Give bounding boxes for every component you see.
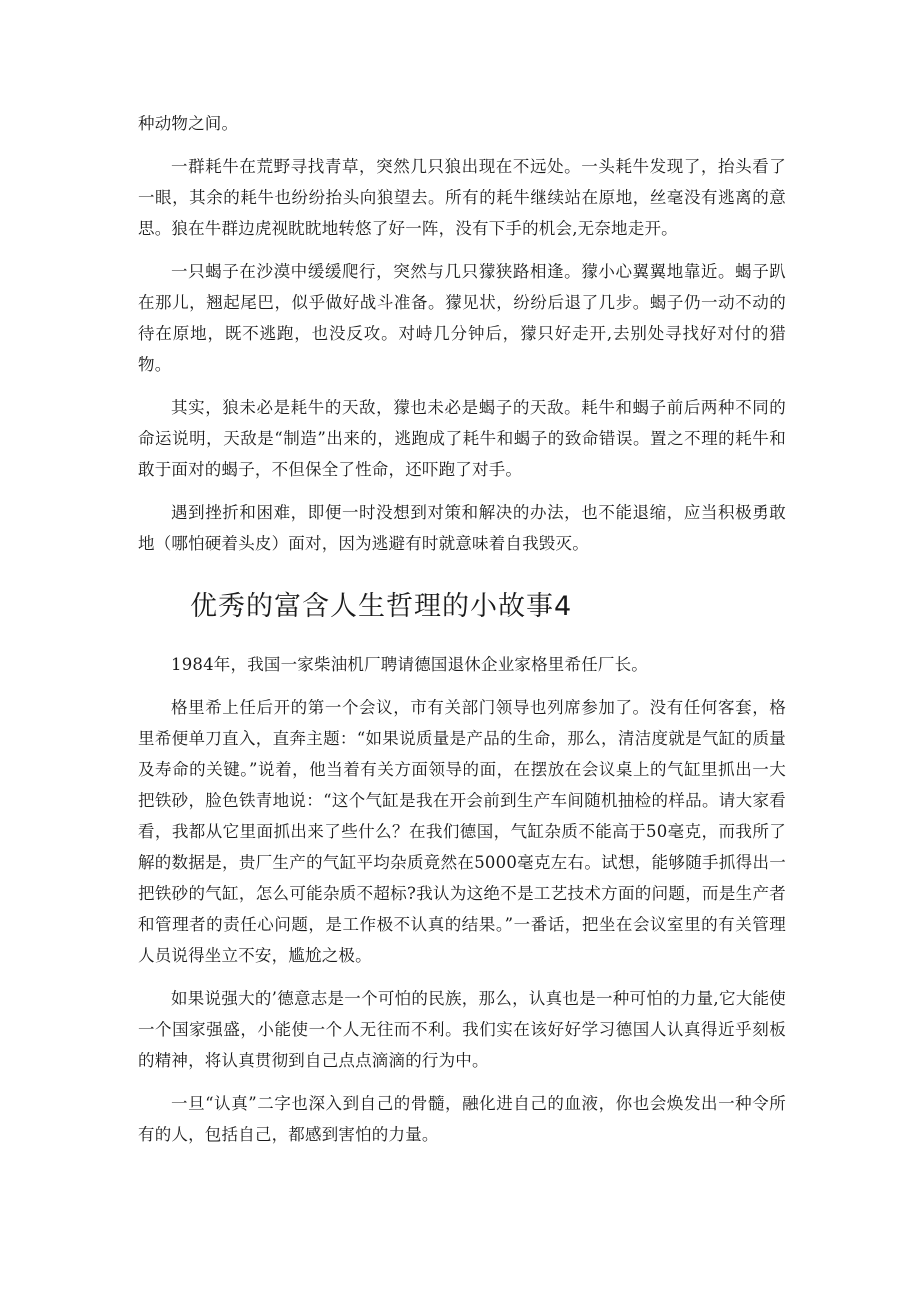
paragraph-1984: 1984年，我国一家柴油机厂聘请德国退休企业家格里希任厂长。 <box>171 655 648 674</box>
paragraph-conclusion: 一旦“认真”二字也深入到自己的骨髓，融化进自己的血液，你也会焕发出一种令所有的人，包括自己，都感到害怕的力量。 <box>138 1094 786 1144</box>
paragraph-grisch-meeting: 格里希上任后开的第一个会议，市有关部门领导也列席参加了。没有任何客套，格里希便单刀直入，直奔主题：“如果说质量是产品的生命，那么，清洁度就是气缸的质量及寿命的关键。”说着，他当着有关方面领导的面，在摆放在会议桌上的气缸里抓出一大把铁砂，脸色铁青地说：“这个气缸是我在开会前到生产车间随机抽检的样品。请大家看看，我都从它里面抓出来了些什么？在我们德国，气缸杂质不能高于50毫克，而我所了解的数据是，贵厂生产的气缸平均杂质竟然在5000毫克左右。试想，能够随手抓得出一把铁砂的气缸，怎么可能杂质不超标?我认为这绝不是工艺技术方面的问题，而是生产者和管理者的责任心问题，是工作极不认真的结果。”一番话，把坐在会议室里的有关管理人员说得坐立不安，尴尬之极。 <box>138 698 786 965</box>
continuation-paragraph: 种动物之间。 <box>138 114 239 133</box>
paragraph-seriousness-power: 如果说强大的’德意志是一个可怕的民族，那么，认真也是一种可怕的力量,它大能使一个国家强盛，小能使一个人无往而不利。我们实在该好好学习德国人认真得近乎刻板的精神，将认真贯彻到自己点点滴滴的行为中。 <box>138 989 786 1070</box>
document-page <box>138 108 786 1150</box>
section-title: 优秀的富含人生哲理的小故事4 <box>190 591 573 622</box>
paragraph-face-difficulty: 遇到挫折和困难，即便一时没想到对策和解决的办法，也不能退缩，应当积极勇敢地（哪怕硬着头皮）面对，因为逃避有时就意味着自我毁灭。 <box>138 503 786 553</box>
paragraph-yak-story: 一群耗牛在荒野寻找青草，突然几只狼出现在不远处。一头耗牛发现了，抬头看了一眼，其余的耗牛也纷纷抬头向狼望去。所有的耗牛继续站在原地，丝毫没有逃离的意思。狼在牛群边虎视眈眈地转悠了好一阵，没有下手的机会,无奈地走开。 <box>138 157 786 238</box>
paragraph-natural-enemy: 其实，狼未必是耗牛的天敌，獴也未必是蝎子的天敌。耗牛和蝎子前后两种不同的命运说明，天敌是“制造”出来的，逃跑成了耗牛和蝎子的致命错误。置之不理的耗牛和敢于面对的蝎子，不但保全了性命，还吓跑了对手。 <box>138 398 786 479</box>
paragraph-scorpion-story: 一只蝎子在沙漠中缓缓爬行，突然与几只獴狭路相逢。獴小心翼翼地靠近。蝎子趴在那儿，翘起尾巴，似乎做好战斗准备。獴见状，纷纷后退了几步。蝎子仍一动不动的待在原地，既不逃跑，也没反攻。对峙几分钟后，獴只好走开,去别处寻找好对付的猎物。 <box>138 262 786 374</box>
